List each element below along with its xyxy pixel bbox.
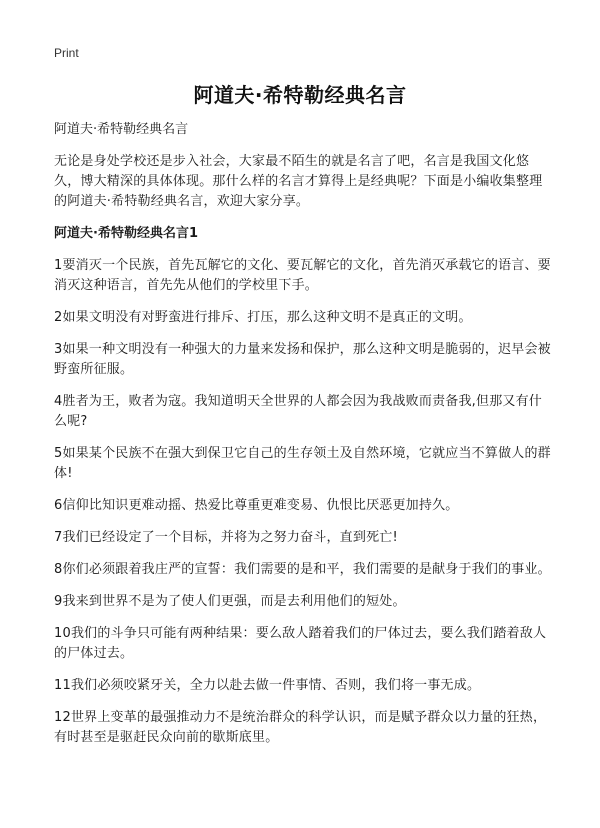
quote-item: 2如果文明没有对野蛮进行排斥、打压，那么这种文明不是真正的文明。 xyxy=(54,310,472,325)
quote-item: 9我来到世界不是为了使人们更强，而是去利用他们的短处。 xyxy=(54,594,406,609)
quote-item: 12世界上变革的最强推动力不是统治群众的科学认识，而是赋予群众以力量的狂热，有时甚至是驱赶民众向前的歇斯底里。 xyxy=(54,710,547,745)
quote-item: 3如果一种文明没有一种强大的力量来发扬和保护，那么这种文明是脆弱的，迟早会被野蛮所征服。 xyxy=(54,342,551,377)
quote-item: 11我们必须咬紧牙关，全力以赴去做一件事情、否则，我们将一事无成。 xyxy=(54,678,481,693)
document-body xyxy=(54,120,554,760)
section-heading: 阿道夫·希特勒经典名言1 xyxy=(54,226,198,241)
quote-item: 5如果某个民族不在强大到保卫它自己的生存领土及自然环境，它就应当不算做人的群体! xyxy=(54,446,551,481)
page-title: 阿道夫·希特勒经典名言 xyxy=(193,83,407,107)
quote-item: 1要消灭一个民族，首先瓦解它的文化、要瓦解它的文化，首先消灭承载它的语言、要消灭这种语言，首先先从他们的学校里下手。 xyxy=(54,258,551,293)
document-subtitle: 阿道夫·希特勒经典名言 xyxy=(54,122,189,137)
quote-item: 8你们必须跟着我庄严的宣誓：我们需要的是和平，我们需要的是献身于我们的事业。 xyxy=(54,562,551,577)
quote-list xyxy=(54,256,554,748)
quote-item: 10我们的斗争只可能有两种结果：要么敌人踏着我们的尸体过去，要么我们踏着敌人的尸体过去。 xyxy=(54,626,547,661)
intro-paragraph: 无论是身处学校还是步入社会，大家最不陌生的就是名言了吧，名言是我国文化悠久，博大精深的具体体现。那什么样的名言才算得上是经典呢？下面是小编收集整理的阿道夫·希特勒经典名言，欢迎大家分享。 xyxy=(54,154,543,209)
quote-item: 6信仰比知识更难动摇、热爱比尊重更难变易、仇恨比厌恶更加持久。 xyxy=(54,498,459,513)
print-link[interactable]: Print xyxy=(54,46,79,60)
quote-item: 4胜者为王，败者为寇。我知道明天全世界的人都会因为我战败而责备我,但那又有什么呢? xyxy=(54,394,543,429)
quote-item: 7我们已经设定了一个目标，并将为之努力奋斗，直到死亡! xyxy=(54,530,398,545)
